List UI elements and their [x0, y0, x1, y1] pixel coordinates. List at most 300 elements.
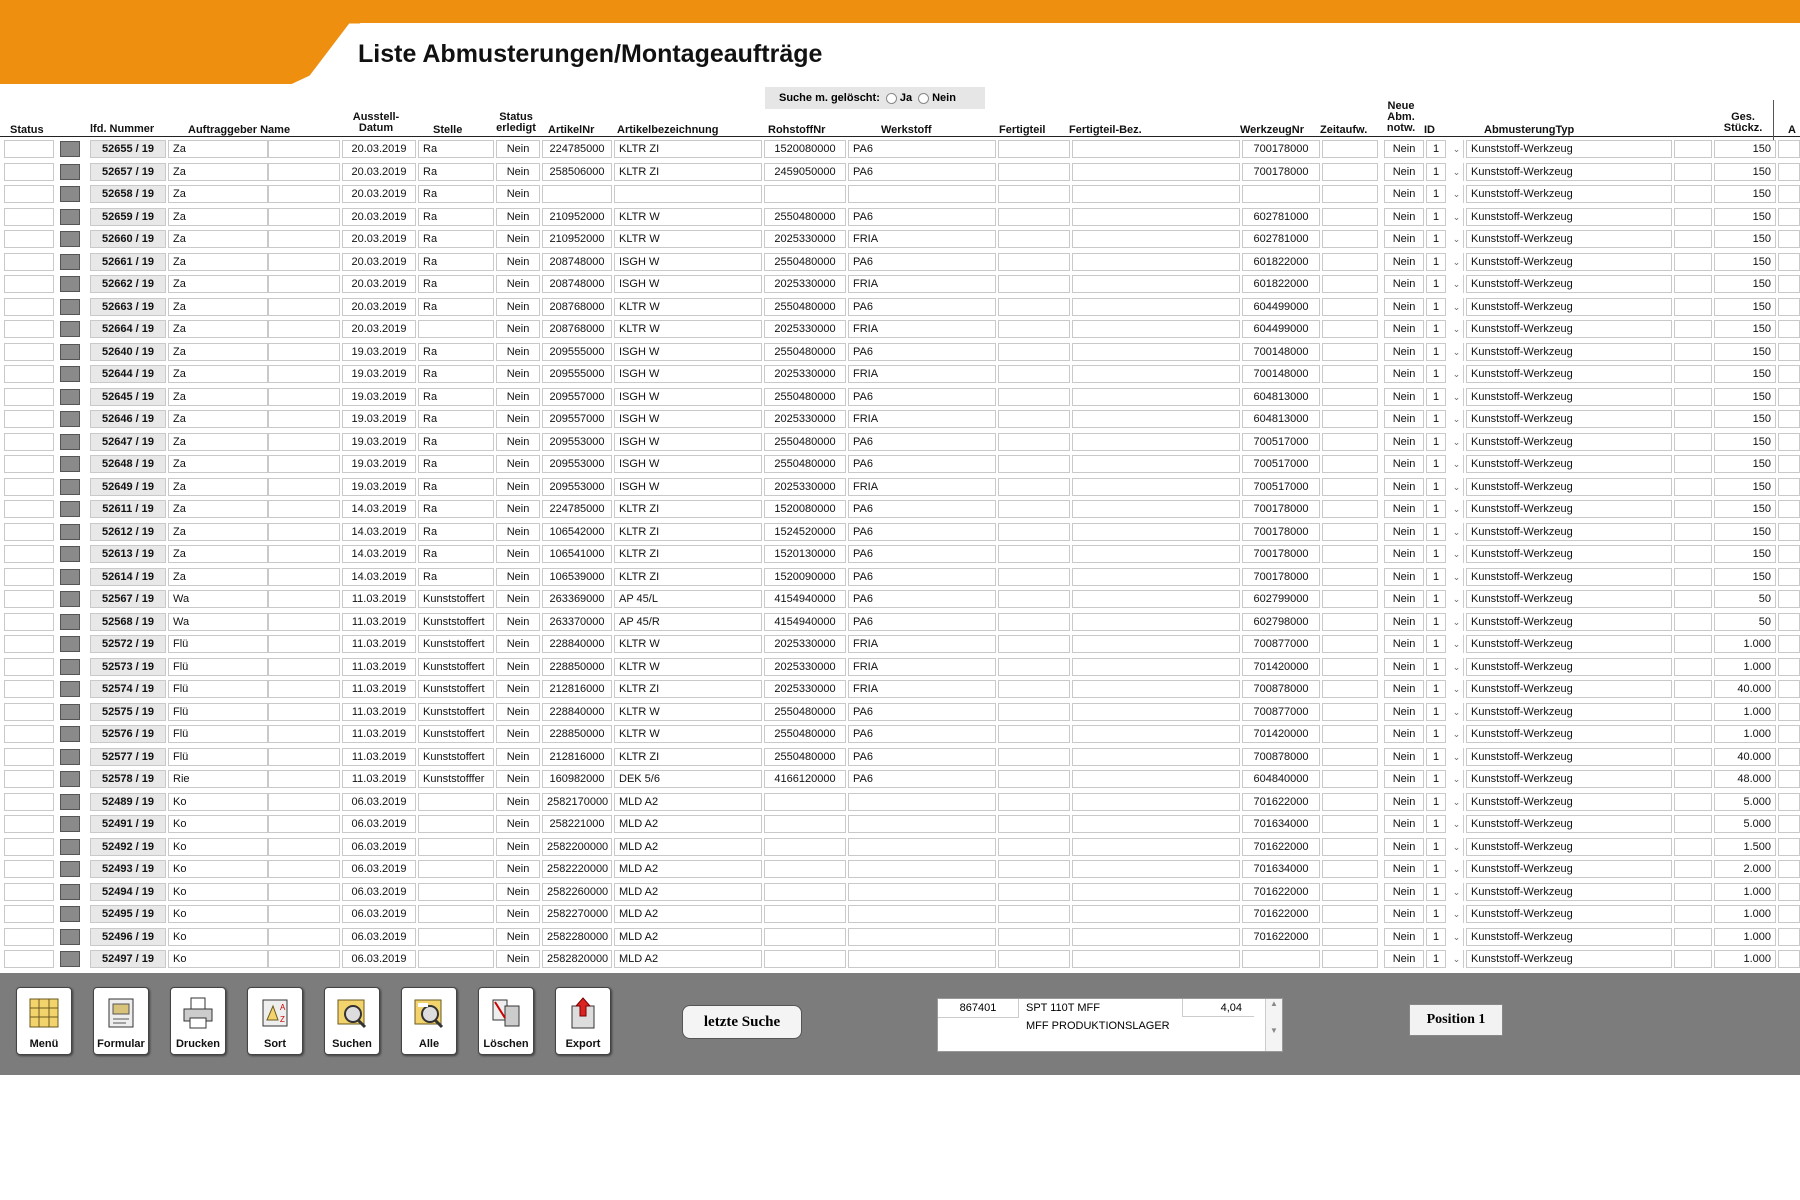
table-row[interactable]	[2, 521, 1800, 544]
cell-empty[interactable]	[1072, 388, 1240, 406]
cell-typ[interactable]: Kunststoff-Werkzeug	[1466, 725, 1672, 743]
cell-id[interactable]: 1	[1426, 410, 1446, 428]
cell-empty[interactable]	[1322, 905, 1378, 923]
cell-empty[interactable]	[1322, 725, 1378, 743]
id-dropdown-icon[interactable]: ⌄	[1450, 635, 1464, 653]
cell-datum[interactable]: 14.03.2019	[342, 568, 416, 586]
cell-empty[interactable]	[1322, 928, 1378, 946]
id-dropdown-icon[interactable]: ⌄	[1450, 298, 1464, 316]
table-row[interactable]	[2, 138, 1800, 161]
cell-werkstoff[interactable]: PA6	[848, 298, 996, 316]
table-row[interactable]	[2, 273, 1800, 296]
cell-empty[interactable]	[1778, 793, 1800, 811]
cell-empty[interactable]	[4, 298, 54, 316]
cell-werkstoff[interactable]	[848, 793, 996, 811]
cell-empty[interactable]	[1674, 365, 1712, 383]
cell-empty[interactable]	[4, 658, 54, 676]
cell-erl[interactable]: Nein	[496, 545, 540, 563]
cell-empty[interactable]	[1778, 590, 1800, 608]
cell-rohstoff[interactable]: 2025330000	[764, 478, 846, 496]
cell-artikel[interactable]: 209553000	[542, 478, 612, 496]
cell-empty[interactable]	[1674, 410, 1712, 428]
cell-empty[interactable]	[1072, 523, 1240, 541]
table-row[interactable]	[2, 431, 1800, 454]
cell-bez[interactable]: KLTR W	[614, 703, 762, 721]
cell-empty[interactable]	[1674, 860, 1712, 878]
cell-stelle[interactable]: Ra	[418, 410, 494, 428]
cell-typ[interactable]: Kunststoff-Werkzeug	[1466, 568, 1672, 586]
cell-empty[interactable]	[1072, 410, 1240, 428]
cell-id[interactable]: 1	[1426, 635, 1446, 653]
cell-id[interactable]: 1	[1426, 343, 1446, 361]
cell-empty[interactable]	[998, 410, 1070, 428]
cell-empty[interactable]	[268, 770, 340, 788]
cell-empty[interactable]	[1072, 320, 1240, 338]
cell-datum[interactable]: 19.03.2019	[342, 455, 416, 473]
cell-empty[interactable]	[4, 455, 54, 473]
id-dropdown-icon[interactable]: ⌄	[1450, 163, 1464, 181]
cell-neue[interactable]: Nein	[1384, 905, 1424, 923]
cell-werkzeug[interactable]: 700517000	[1242, 455, 1320, 473]
cell-id[interactable]: 1	[1426, 455, 1446, 473]
cell-bez[interactable]: MLD A2	[614, 905, 762, 923]
cell-empty[interactable]	[1778, 433, 1800, 451]
col-header-stelle[interactable]: Stelle	[433, 124, 463, 136]
row-select-button[interactable]	[60, 186, 80, 202]
cell-nr[interactable]: 52496 / 19	[90, 928, 166, 946]
cell-datum[interactable]: 19.03.2019	[342, 410, 416, 428]
cell-empty[interactable]	[1072, 613, 1240, 631]
cell-menge[interactable]: 2.000	[1714, 860, 1776, 878]
cell-rohstoff[interactable]	[764, 815, 846, 833]
cell-neue[interactable]: Nein	[1384, 950, 1424, 968]
cell-nr[interactable]: 52658 / 19	[90, 185, 166, 203]
col-header-ausstell-datum[interactable]: Ausstell- Datum	[352, 111, 400, 134]
cell-menge[interactable]: 150	[1714, 568, 1776, 586]
cell-artikel[interactable]: 263369000	[542, 590, 612, 608]
cell-empty[interactable]	[1674, 613, 1712, 631]
cell-empty[interactable]	[1674, 703, 1712, 721]
cell-artikel[interactable]: 2582200000	[542, 838, 612, 856]
cell-empty[interactable]	[1072, 815, 1240, 833]
cell-rohstoff[interactable]: 2550480000	[764, 298, 846, 316]
col-header-fertigteil[interactable]: Fertigteil	[999, 124, 1046, 136]
id-dropdown-icon[interactable]: ⌄	[1450, 230, 1464, 248]
cell-empty[interactable]	[268, 253, 340, 271]
cell-datum[interactable]: 06.03.2019	[342, 928, 416, 946]
cell-erl[interactable]: Nein	[496, 455, 540, 473]
cell-stelle[interactable]: Kunststoffert	[418, 590, 494, 608]
cell-nr[interactable]: 52614 / 19	[90, 568, 166, 586]
cell-empty[interactable]	[1322, 590, 1378, 608]
cell-empty[interactable]	[998, 883, 1070, 901]
col-header-fertigteil-bez[interactable]: Fertigteil-Bez.	[1069, 124, 1142, 136]
cell-neue[interactable]: Nein	[1384, 613, 1424, 631]
cell-empty[interactable]	[1072, 185, 1240, 203]
cell-stelle[interactable]: Kunststoffert	[418, 658, 494, 676]
cell-empty[interactable]	[268, 613, 340, 631]
col-header-werkstoff[interactable]: Werkstoff	[881, 124, 932, 136]
cell-bez[interactable]: KLTR ZI	[614, 748, 762, 766]
cell-empty[interactable]	[998, 208, 1070, 226]
cell-werkzeug[interactable]: 700148000	[1242, 365, 1320, 383]
cell-neue[interactable]: Nein	[1384, 365, 1424, 383]
cell-auftrag[interactable]: Za	[168, 455, 268, 473]
table-row[interactable]	[2, 318, 1800, 341]
cell-artikel[interactable]: 2582220000	[542, 860, 612, 878]
cell-empty[interactable]	[1674, 905, 1712, 923]
cell-empty[interactable]	[1778, 928, 1800, 946]
cell-artikel[interactable]: 209557000	[542, 388, 612, 406]
cell-id[interactable]: 1	[1426, 748, 1446, 766]
cell-id[interactable]: 1	[1426, 478, 1446, 496]
cell-nr[interactable]: 52661 / 19	[90, 253, 166, 271]
table-row[interactable]	[2, 768, 1800, 791]
cell-empty[interactable]	[268, 703, 340, 721]
cell-id[interactable]: 1	[1426, 185, 1446, 203]
cell-empty[interactable]	[1322, 815, 1378, 833]
cell-werkzeug[interactable]: 604499000	[1242, 298, 1320, 316]
cell-typ[interactable]: Kunststoff-Werkzeug	[1466, 928, 1672, 946]
cell-werkzeug[interactable]: 602781000	[1242, 208, 1320, 226]
cell-menge[interactable]: 1.000	[1714, 883, 1776, 901]
row-select-button[interactable]	[60, 861, 80, 877]
cell-neue[interactable]: Nein	[1384, 815, 1424, 833]
cell-empty[interactable]	[268, 950, 340, 968]
cell-empty[interactable]	[4, 838, 54, 856]
cell-empty[interactable]	[268, 365, 340, 383]
cell-auftrag[interactable]: Za	[168, 545, 268, 563]
cell-werkstoff[interactable]: FRIA	[848, 478, 996, 496]
cell-werkzeug[interactable]	[1242, 950, 1320, 968]
id-dropdown-icon[interactable]: ⌄	[1450, 455, 1464, 473]
cell-empty[interactable]	[1778, 568, 1800, 586]
cell-typ[interactable]: Kunststoff-Werkzeug	[1466, 343, 1672, 361]
cell-erl[interactable]: Nein	[496, 905, 540, 923]
cell-werkstoff[interactable]: PA6	[848, 590, 996, 608]
row-select-button[interactable]	[60, 726, 80, 742]
table-row[interactable]	[2, 453, 1800, 476]
table-row[interactable]	[2, 386, 1800, 409]
cell-rohstoff[interactable]: 2025330000	[764, 680, 846, 698]
cell-rohstoff[interactable]: 2550480000	[764, 703, 846, 721]
cell-bez[interactable]: KLTR ZI	[614, 568, 762, 586]
cell-empty[interactable]	[4, 635, 54, 653]
cell-nr[interactable]: 52578 / 19	[90, 770, 166, 788]
cell-empty[interactable]	[1322, 320, 1378, 338]
cell-werkstoff[interactable]: FRIA	[848, 680, 996, 698]
cell-empty[interactable]	[1778, 905, 1800, 923]
cell-typ[interactable]: Kunststoff-Werkzeug	[1466, 748, 1672, 766]
cell-auftrag[interactable]: Wa	[168, 613, 268, 631]
table-row[interactable]	[2, 588, 1800, 611]
cell-empty[interactable]	[1322, 163, 1378, 181]
cell-artikel[interactable]: 2582270000	[542, 905, 612, 923]
cell-werkzeug[interactable]: 604840000	[1242, 770, 1320, 788]
cell-menge[interactable]: 150	[1714, 433, 1776, 451]
cell-empty[interactable]	[4, 365, 54, 383]
cell-empty[interactable]	[1778, 365, 1800, 383]
cell-typ[interactable]: Kunststoff-Werkzeug	[1466, 905, 1672, 923]
cell-empty[interactable]	[1322, 298, 1378, 316]
cell-empty[interactable]	[1322, 838, 1378, 856]
cell-bez[interactable]: KLTR W	[614, 320, 762, 338]
id-dropdown-icon[interactable]: ⌄	[1450, 928, 1464, 946]
cell-empty[interactable]	[998, 613, 1070, 631]
col-header-neue-abm[interactable]: Neue Abm. notw.	[1386, 100, 1416, 134]
cell-empty[interactable]	[268, 478, 340, 496]
cell-werkzeug[interactable]: 700877000	[1242, 703, 1320, 721]
cell-datum[interactable]: 06.03.2019	[342, 838, 416, 856]
cell-bez[interactable]: MLD A2	[614, 838, 762, 856]
cell-auftrag[interactable]: Za	[168, 523, 268, 541]
cell-artikel[interactable]: 263370000	[542, 613, 612, 631]
cell-empty[interactable]	[998, 950, 1070, 968]
cell-menge[interactable]: 150	[1714, 343, 1776, 361]
cell-empty[interactable]	[1778, 163, 1800, 181]
cell-werkzeug[interactable]: 701420000	[1242, 725, 1320, 743]
row-select-button[interactable]	[60, 299, 80, 315]
cell-datum[interactable]: 14.03.2019	[342, 500, 416, 518]
cell-datum[interactable]: 06.03.2019	[342, 860, 416, 878]
cell-nr[interactable]: 52657 / 19	[90, 163, 166, 181]
cell-artikel[interactable]: 258506000	[542, 163, 612, 181]
table-row[interactable]	[2, 948, 1800, 971]
cell-menge[interactable]: 150	[1714, 410, 1776, 428]
cell-empty[interactable]	[268, 725, 340, 743]
cell-empty[interactable]	[1072, 230, 1240, 248]
row-select-button[interactable]	[60, 411, 80, 427]
cell-rohstoff[interactable]	[764, 793, 846, 811]
row-select-button[interactable]	[60, 569, 80, 585]
cell-empty[interactable]	[268, 905, 340, 923]
row-select-button[interactable]	[60, 231, 80, 247]
row-select-button[interactable]	[60, 794, 80, 810]
cell-werkzeug[interactable]: 602798000	[1242, 613, 1320, 631]
cell-empty[interactable]	[1072, 590, 1240, 608]
cell-neue[interactable]: Nein	[1384, 883, 1424, 901]
formular-button[interactable]	[93, 987, 149, 1055]
row-select-button[interactable]	[60, 501, 80, 517]
cell-empty[interactable]	[1072, 883, 1240, 901]
id-dropdown-icon[interactable]: ⌄	[1450, 838, 1464, 856]
cell-empty[interactable]	[1322, 208, 1378, 226]
cell-werkzeug[interactable]: 701420000	[1242, 658, 1320, 676]
cell-menge[interactable]: 150	[1714, 140, 1776, 158]
cell-empty[interactable]	[268, 838, 340, 856]
cell-bez[interactable]: ISGH W	[614, 253, 762, 271]
cell-rohstoff[interactable]: 4154940000	[764, 590, 846, 608]
cell-menge[interactable]: 150	[1714, 455, 1776, 473]
cell-bez[interactable]: ISGH W	[614, 455, 762, 473]
id-dropdown-icon[interactable]: ⌄	[1450, 680, 1464, 698]
cell-bez[interactable]: KLTR W	[614, 658, 762, 676]
cell-rohstoff[interactable]: 2025330000	[764, 230, 846, 248]
cell-empty[interactable]	[998, 185, 1070, 203]
cell-neue[interactable]: Nein	[1384, 748, 1424, 766]
cell-neue[interactable]: Nein	[1384, 793, 1424, 811]
cell-neue[interactable]: Nein	[1384, 928, 1424, 946]
cell-erl[interactable]: Nein	[496, 680, 540, 698]
cell-empty[interactable]	[1674, 275, 1712, 293]
cell-werkzeug[interactable]: 701622000	[1242, 793, 1320, 811]
cell-artikel[interactable]: 106539000	[542, 568, 612, 586]
cell-erl[interactable]: Nein	[496, 298, 540, 316]
col-header-werkzeugnr[interactable]: WerkzeugNr	[1240, 124, 1304, 136]
cell-neue[interactable]: Nein	[1384, 500, 1424, 518]
cell-nr[interactable]: 52574 / 19	[90, 680, 166, 698]
cell-erl[interactable]: Nein	[496, 185, 540, 203]
cell-stelle[interactable]: Ra	[418, 275, 494, 293]
cell-neue[interactable]: Nein	[1384, 275, 1424, 293]
cell-empty[interactable]	[268, 590, 340, 608]
cell-menge[interactable]: 50	[1714, 590, 1776, 608]
cell-nr[interactable]: 52640 / 19	[90, 343, 166, 361]
cell-nr[interactable]: 52497 / 19	[90, 950, 166, 968]
cell-empty[interactable]	[268, 388, 340, 406]
cell-stelle[interactable]	[418, 860, 494, 878]
cell-typ[interactable]: Kunststoff-Werkzeug	[1466, 523, 1672, 541]
cell-empty[interactable]	[4, 905, 54, 923]
cell-empty[interactable]	[1072, 928, 1240, 946]
cell-rohstoff[interactable]: 2025330000	[764, 365, 846, 383]
cell-datum[interactable]: 20.03.2019	[342, 253, 416, 271]
cell-werkstoff[interactable]: PA6	[848, 163, 996, 181]
cell-erl[interactable]: Nein	[496, 928, 540, 946]
cell-empty[interactable]	[998, 545, 1070, 563]
cell-empty[interactable]	[1322, 523, 1378, 541]
cell-nr[interactable]: 52645 / 19	[90, 388, 166, 406]
row-select-button[interactable]	[60, 614, 80, 630]
cell-nr[interactable]: 52577 / 19	[90, 748, 166, 766]
cell-rohstoff[interactable]: 2025330000	[764, 635, 846, 653]
table-row[interactable]	[2, 633, 1800, 656]
cell-empty[interactable]	[1674, 815, 1712, 833]
cell-artikel[interactable]: 209557000	[542, 410, 612, 428]
cell-auftrag[interactable]: Ko	[168, 838, 268, 856]
cell-erl[interactable]: Nein	[496, 140, 540, 158]
cell-id[interactable]: 1	[1426, 320, 1446, 338]
cell-typ[interactable]: Kunststoff-Werkzeug	[1466, 545, 1672, 563]
cell-menge[interactable]: 150	[1714, 208, 1776, 226]
cell-nr[interactable]: 52612 / 19	[90, 523, 166, 541]
cell-empty[interactable]	[998, 793, 1070, 811]
cell-artikel[interactable]: 212816000	[542, 680, 612, 698]
cell-rohstoff[interactable]	[764, 185, 846, 203]
cell-artikel[interactable]: 224785000	[542, 500, 612, 518]
cell-empty[interactable]	[1778, 478, 1800, 496]
cell-erl[interactable]: Nein	[496, 883, 540, 901]
id-dropdown-icon[interactable]: ⌄	[1450, 748, 1464, 766]
table-row[interactable]	[2, 161, 1800, 184]
cell-neue[interactable]: Nein	[1384, 545, 1424, 563]
cell-auftrag[interactable]: Za	[168, 410, 268, 428]
cell-empty[interactable]	[1674, 725, 1712, 743]
cell-stelle[interactable]	[418, 950, 494, 968]
cell-neue[interactable]: Nein	[1384, 320, 1424, 338]
cell-empty[interactable]	[268, 635, 340, 653]
cell-menge[interactable]: 150	[1714, 230, 1776, 248]
cell-bez[interactable]: KLTR W	[614, 230, 762, 248]
cell-stelle[interactable]: Ra	[418, 568, 494, 586]
cell-bez[interactable]: AP 45/L	[614, 590, 762, 608]
cell-werkstoff[interactable]: FRIA	[848, 320, 996, 338]
cell-typ[interactable]: Kunststoff-Werkzeug	[1466, 365, 1672, 383]
cell-typ[interactable]: Kunststoff-Werkzeug	[1466, 163, 1672, 181]
cell-erl[interactable]: Nein	[496, 860, 540, 878]
cell-id[interactable]: 1	[1426, 500, 1446, 518]
cell-id[interactable]: 1	[1426, 793, 1446, 811]
cell-datum[interactable]: 11.03.2019	[342, 680, 416, 698]
cell-empty[interactable]	[998, 860, 1070, 878]
cell-datum[interactable]: 06.03.2019	[342, 793, 416, 811]
cell-typ[interactable]: Kunststoff-Werkzeug	[1466, 388, 1672, 406]
table-row[interactable]	[2, 611, 1800, 634]
letzte-suche-button[interactable]: letzte Suche	[682, 1005, 802, 1039]
cell-menge[interactable]: 1.000	[1714, 703, 1776, 721]
cell-typ[interactable]: Kunststoff-Werkzeug	[1466, 815, 1672, 833]
cell-empty[interactable]	[1778, 635, 1800, 653]
table-row[interactable]	[2, 881, 1800, 904]
cell-bez[interactable]: DEK 5/6	[614, 770, 762, 788]
cell-empty[interactable]	[268, 500, 340, 518]
cell-bez[interactable]: ISGH W	[614, 343, 762, 361]
cell-bez[interactable]: AP 45/R	[614, 613, 762, 631]
table-row[interactable]	[2, 363, 1800, 386]
position-button[interactable]: Position 1	[1409, 1004, 1503, 1036]
cell-menge[interactable]: 40.000	[1714, 680, 1776, 698]
cell-datum[interactable]: 20.03.2019	[342, 275, 416, 293]
cell-werkstoff[interactable]: FRIA	[848, 635, 996, 653]
cell-auftrag[interactable]: Za	[168, 478, 268, 496]
cell-empty[interactable]	[268, 185, 340, 203]
cell-empty[interactable]	[1072, 793, 1240, 811]
cell-empty[interactable]	[1778, 500, 1800, 518]
cell-empty[interactable]	[4, 680, 54, 698]
cell-menge[interactable]: 150	[1714, 500, 1776, 518]
cell-stelle[interactable]: Kunststoffert	[418, 703, 494, 721]
cell-auftrag[interactable]: Za	[168, 275, 268, 293]
cell-rohstoff[interactable]: 1520080000	[764, 500, 846, 518]
cell-werkzeug[interactable]: 602781000	[1242, 230, 1320, 248]
cell-stelle[interactable]: Ra	[418, 208, 494, 226]
cell-empty[interactable]	[1674, 793, 1712, 811]
cell-bez[interactable]: KLTR ZI	[614, 500, 762, 518]
cell-empty[interactable]	[1778, 208, 1800, 226]
table-row[interactable]	[2, 858, 1800, 881]
col-header-id[interactable]: ID	[1424, 124, 1435, 136]
id-dropdown-icon[interactable]: ⌄	[1450, 140, 1464, 158]
cell-bez[interactable]: KLTR ZI	[614, 163, 762, 181]
cell-werkzeug[interactable]: 700178000	[1242, 568, 1320, 586]
cell-empty[interactable]	[1778, 410, 1800, 428]
cell-auftrag[interactable]: Za	[168, 320, 268, 338]
cell-nr[interactable]: 52573 / 19	[90, 658, 166, 676]
table-row[interactable]	[2, 183, 1800, 206]
col-header-artikelbezeichnung[interactable]: Artikelbezeichnung	[617, 124, 719, 136]
row-select-button[interactable]	[60, 276, 80, 292]
cell-stelle[interactable]: Ra	[418, 545, 494, 563]
col-header-zeitaufw[interactable]: Zeitaufw.	[1320, 124, 1368, 136]
cell-werkstoff[interactable]: PA6	[848, 613, 996, 631]
cell-menge[interactable]: 150	[1714, 185, 1776, 203]
export-button[interactable]	[555, 987, 611, 1055]
col-header-artikelnr[interactable]: ArtikelNr	[548, 124, 595, 136]
cell-stelle[interactable]: Kunststoffert	[418, 680, 494, 698]
cell-empty[interactable]	[4, 703, 54, 721]
cell-nr[interactable]: 52659 / 19	[90, 208, 166, 226]
cell-erl[interactable]: Nein	[496, 523, 540, 541]
